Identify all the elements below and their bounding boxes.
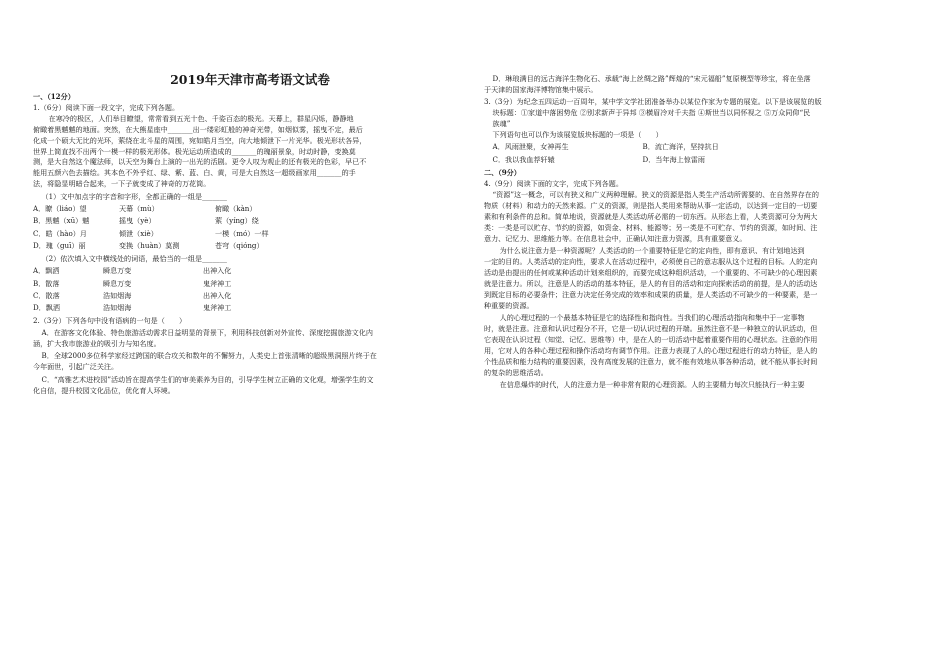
q3-options [484, 142, 918, 165]
section-two-heading: 二、（9分） [484, 168, 521, 178]
q1-sub1-options [33, 204, 467, 252]
q4-passage-paragraph-2 [484, 246, 918, 311]
q4-passage-paragraph-3 [484, 313, 918, 378]
q1-sub2-options [33, 266, 467, 314]
q4-passage-line: 物质（材料）和动力的天然来源。广义的资源，则是指人类用来帮助从事一定活动，以达到一定目的一切要 [484, 200, 818, 210]
q4-passage-line: 为什么说注意力是一种资源呢？人类活动的一个重要特征是它的定向性，即有意识、有计划地达到 [499, 246, 805, 256]
q1-passage [33, 114, 467, 190]
q4-passage-line: 就是注意力。所以，注意是人的活动的基本特征，是人的有目的活动和定向探索活动的前提，是人的活动达 [484, 278, 818, 288]
q1-passage-line: 世界上简直找不出两个一模一样的极光形体。极光运动所造成的_______的瑰丽景象，时动时静，变换莫 [33, 146, 356, 156]
q4-heading: 4.（9分）阅读下面的文字，完成下列各题。 [484, 179, 623, 189]
q2-options [33, 328, 467, 396]
q1-sub1-prompt: （1）文中加点字的字音和字形，全都正确的一组是_______ [41, 191, 227, 201]
q2-option-line: 涵，扩大我市旅游业的吸引力与知名度。 [33, 339, 161, 349]
q4-passage-paragraph-1 [484, 190, 918, 245]
q4-passage-line: 一定的目的。人类活动的定向性，要求人在活动过程中，必须使自己的意志服从这个过程的目标。人的定向 [484, 257, 818, 266]
q4-passage-line: 类：一类是可以贮存、节约的资源，如资金、材料、能源等；另一类是不可贮存、节约的资源，如时间、注 [484, 222, 818, 232]
q4-passage-line: 时，就是注意。注意和认识过程分不开，它是一切认识过程的开端。虽然注意不是一种独立的认识活动，但 [484, 323, 818, 333]
q2-option-line: 于天津的国家海洋博物馆集中展示。 [484, 84, 598, 94]
q2-option-line: 今年面世，引起广泛关注。 [33, 362, 119, 372]
q4-passage-line: 它表现在认识过程（知觉、记忆、思维等）中，是在人的一切活动中起着重要作用的心理状态。注意的作用 [484, 334, 818, 344]
q2-option-line: C．“高雅艺术进校园”活动旨在提高学生们的审美素养为目的，引导学生树立正确的文化观，增强学生的文 [41, 374, 374, 384]
q2-heading: 2.（3分）下列各句中没有语病的一句是（ ） [33, 315, 187, 325]
q3-heading-line: 族魂” [492, 119, 511, 129]
q2-option-d [484, 74, 918, 96]
q1-heading: 1.（6分）阅读下面一段文字，完成下列各题。 [33, 102, 180, 112]
q1-passage-line: 测，是大自然这个魔法师，以天空为舞台上演的一出光的活剧。更令人叹为观止的还有极光的色彩，早已不 [33, 157, 367, 167]
q4-passage-line: 种重要的资源。 [484, 300, 534, 310]
q1-sub1-option-a: A．瞭（liáo）望 天幕（mù） 俯瞰（kàn） [33, 204, 257, 214]
q2-option-line: 化自信，提升校园文化品位，优化育人环境。 [33, 385, 175, 395]
q1-passage-line: 在寒冷的极区，人们举目瞭望，常常看到五光十色、千姿百态的极光。天幕上，群星闪烁，静静地 [48, 113, 354, 123]
q1-sub1-option-d: D．瑰（guī）丽 变换（huàn）莫测 苍穹（qióng） [33, 241, 264, 251]
q1-passage-line: 能用五颜六色去描绘。其本色不外乎红、绿、紫、蓝、白、黄，可是大自然这一超级画家用_______的手 [33, 168, 356, 178]
q1-sub2-option-a: A．飘洒 瞬息万变 出神入化 [33, 266, 232, 276]
left-column [33, 66, 467, 397]
q3-heading-line: 下列语句也可以作为该展览版块标题的一项是（ ） [492, 130, 663, 140]
q3-heading [484, 97, 918, 141]
q1-sub2-option-d: D．飘洒 浩如烟海 鬼斧神工 [33, 303, 232, 313]
q4-passage-line: 在信息爆炸的时代，人的注意力是一种非常有限的心理资源。人的主要精力每次只能执行一种主要 [499, 379, 805, 389]
q2-option-line: B．全球2000多位科学家经过跨国的联合攻关和数年的不懈努力，人类史上首张清晰的超级黑洞照片终于在 [41, 351, 377, 361]
section-one-heading: 一、（12分） [33, 92, 75, 101]
q4-passage-line: 人的心理过程的一个最基本特征是它的选择性和指向性。当我们的心理活动指向和集中于一定事物 [499, 313, 805, 323]
q3-heading-line: 块标题：①家道中落困势危 ②别求新声于异邦 ③横眉冷对千夫指 ④斯世当以同怀视之 ⑤万众同仰“民 [492, 108, 811, 118]
q3-heading-line: 3.（3分）为纪念五四运动一百周年，某中学文学社团准备举办以某位作家为专题的展览。以下是该展览的版 [484, 97, 822, 107]
q1-sub2-option-c: C．散落 浩如烟海 出神入化 [33, 290, 232, 300]
q1-sub2-option-b: B．散落 瞬息万变 鬼斧神工 [33, 278, 232, 288]
q1-sub1-option-b: B．黑魆（xū）魆 摇曳（yè） 萦（yíng）绕 [33, 216, 259, 226]
q1-passage-line: 法，将隐显明暗合起来，一下子就变成了神奇的万花筒。 [33, 179, 211, 189]
q4-passage-line: 个性品质和能力结构的重要因素，没有高度发展的注意力，就不能有效地从事各种活动，就不能从事长时间 [484, 356, 818, 366]
q4-passage-line: “资源”这一概念，可以有狭义和广义两种理解。狭义的资源是指人类生产活动所需要的、在自然界存在的 [492, 190, 819, 200]
right-column [484, 74, 918, 391]
q4-passage-line: 活动是由提出的任何或某种活动计划来组织的，而要完成这种组织活动，一个重要的、不可缺少的心理因素 [484, 267, 818, 277]
q1-passage-line: 俯瞰着黑魆魆的地面。突然，在大熊星座中_______出一缕彩虹般的神奇光带，如烟似雾，摇曳不定，最后 [33, 124, 363, 134]
q4-passage-line: 到既定目标的必要条件；注意力决定任务完成的效率和成果的质量，是人类活动不可缺少的一种要素，是一 [484, 289, 818, 299]
q3-option-row: C．我以我血荐轩辕 D．当年海上惊雷雨 [492, 154, 705, 164]
q2-option-line: A．在游客文化体验、特色旅游活动需求日益明显的背景下，利用科技创新对外宣传、深度挖掘旅游文化内 [41, 328, 373, 338]
q1-sub1-option-c: C．皓（hào）月 倾泄（xiè） 一模（mó）一样 [33, 228, 269, 238]
q3-option-row: A．风雨泄聚，女神再生 B．流亡海洋，坚持抗日 [492, 142, 719, 152]
page-title: 2019年天津市高考语文试卷 [170, 72, 330, 87]
q1-passage-line: 化成一个硕大无比的光环，萦绕在北斗星的周围，宛如皓月当空，向大地倾泄下一片光华。极光形状各异， [33, 135, 367, 145]
q4-passage-line: 用，它对人的各种心理过程和操作活动均有调节作用。注意力表现了人的心理过程进行的动力特征，是人的 [484, 345, 818, 355]
q1-sub2-prompt: （2）依次填入文中横线处的词语，最恰当的一组是_______ [41, 253, 227, 263]
q4-passage-line: 意力、记忆力、思维能力等。在信息社会中，正确认知注意力资源，具有重要意义。 [484, 233, 747, 243]
q4-passage-paragraph-4 [484, 380, 918, 391]
q4-passage-line: 素和有利条件的总和。简单地说，资源就是人类活动所必需的一切东西。从形态上看，人类资源可分为两大 [484, 211, 818, 221]
q2-option-line: D．琳琅满目的远古海洋生物化石、承载“海上丝绸之路”辉煌的“宋元福船”复原模型等珍宝，将在坐落 [492, 74, 811, 83]
q4-passage-line: 的复杂的思维活动。 [484, 367, 548, 377]
